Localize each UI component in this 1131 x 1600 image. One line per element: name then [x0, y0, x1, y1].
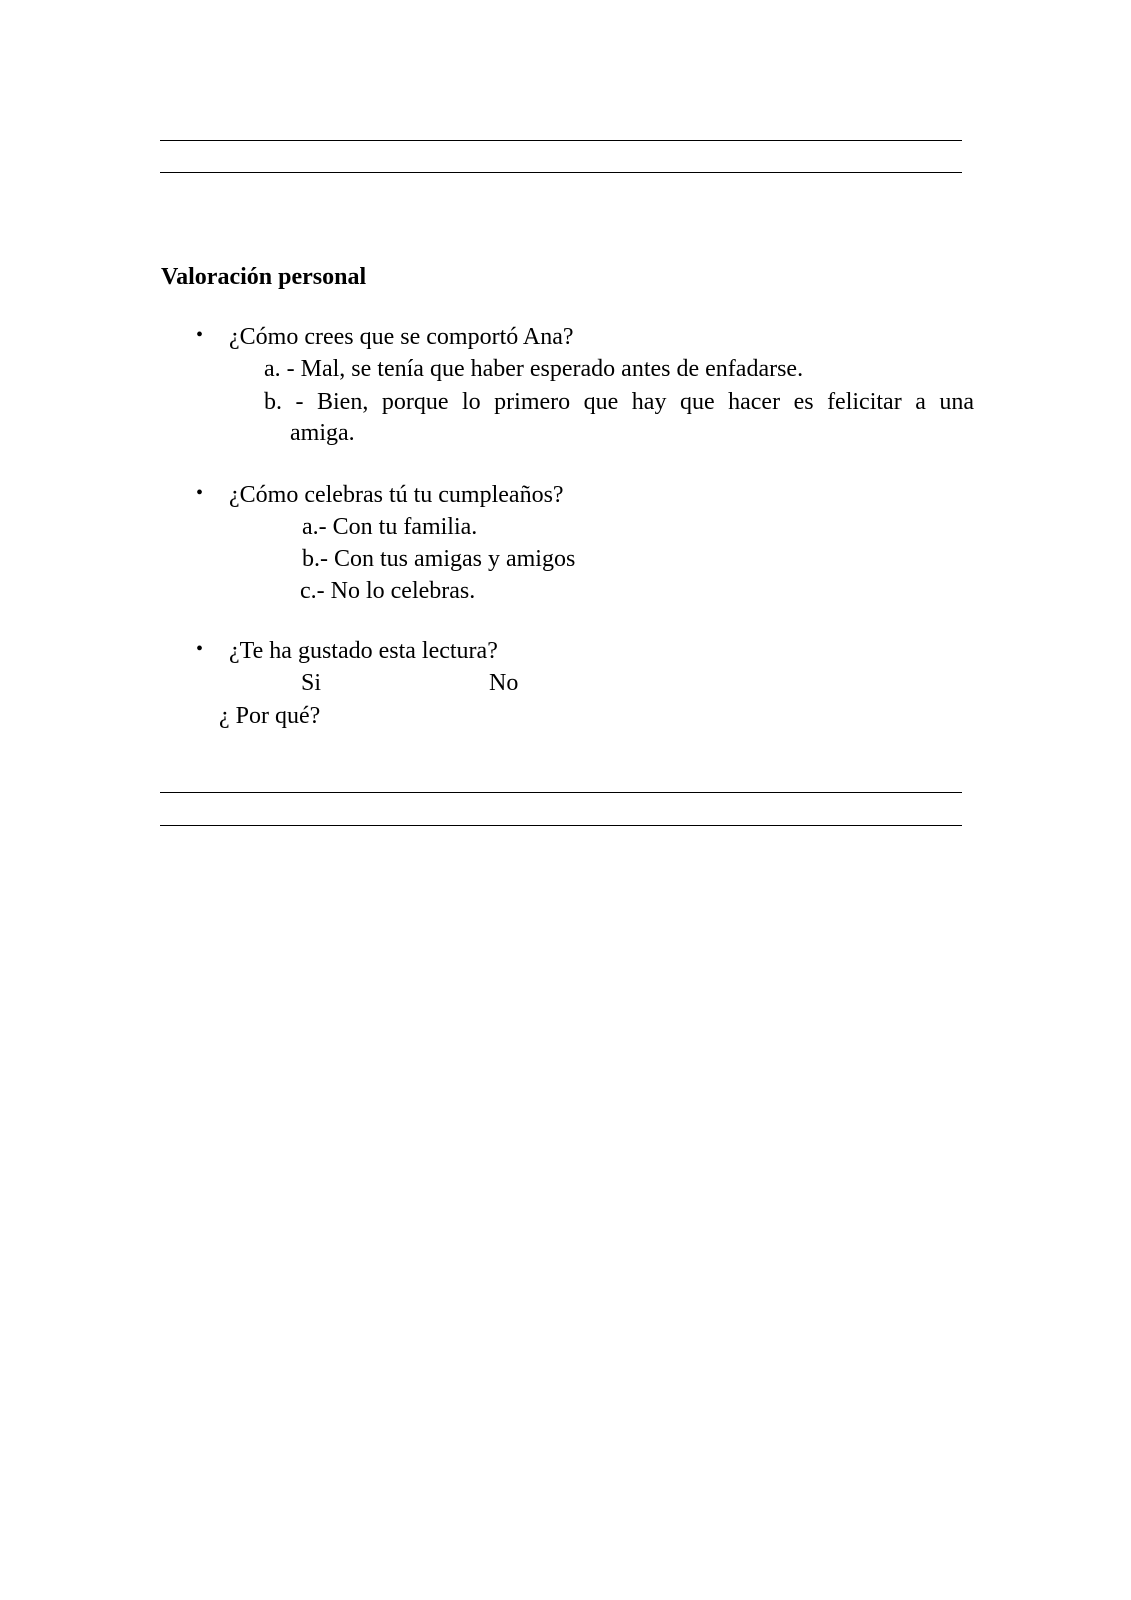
answer-line — [160, 172, 962, 173]
question-2-option-a: a.- Con tu familia. — [302, 514, 478, 540]
answer-no: No — [489, 670, 519, 696]
answer-si: Si — [301, 670, 322, 696]
question-1-option-b-continued: amiga. — [290, 420, 355, 446]
why-question: ¿ Por qué? — [219, 703, 321, 729]
bullet-icon: • — [196, 482, 204, 504]
question-2-option-b: b.- Con tus amigas y amigos — [302, 546, 576, 572]
question-2-option-c: c.- No lo celebras. — [300, 578, 476, 604]
bullet-icon: • — [196, 638, 204, 660]
bullet-icon: • — [196, 324, 204, 346]
question-3: ¿Te ha gustado esta lectura? — [229, 638, 498, 664]
section-title: Valoración personal — [161, 264, 367, 290]
question-2: ¿Cómo celebras tú tu cumpleaños? — [229, 482, 564, 508]
question-1-option-a: a. - Mal, se tenía que haber esperado antes de enfadarse. — [264, 356, 804, 382]
answer-line — [160, 825, 962, 826]
question-1-option-b: b. - Bien, porque lo primero que hay que hacer es felicitar a una — [264, 389, 974, 415]
answer-line — [160, 140, 962, 141]
question-1: ¿Cómo crees que se comportó Ana? — [229, 324, 574, 350]
answer-line — [160, 792, 962, 793]
